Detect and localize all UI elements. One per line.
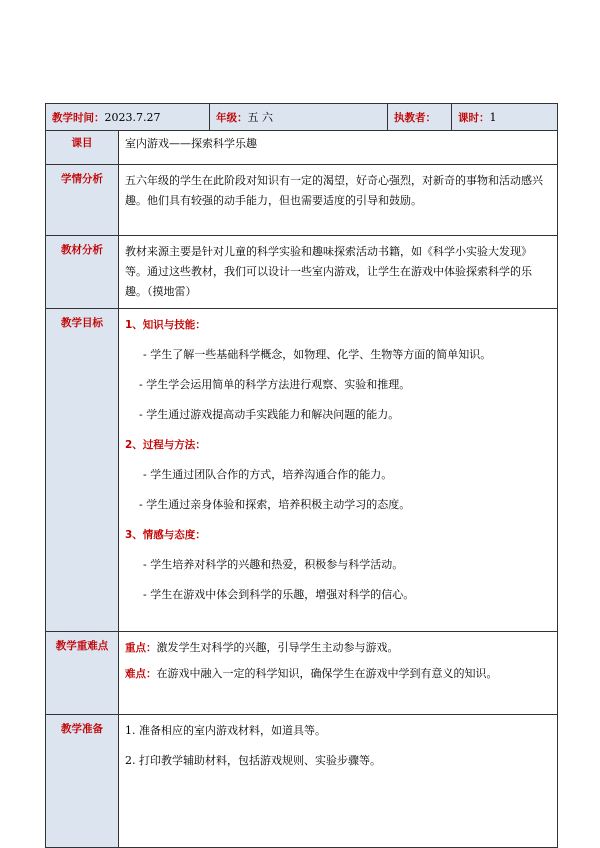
preparation-label: 教学准备 — [46, 715, 119, 848]
preparation-row — [46, 715, 558, 848]
difficult-point-text: 在游戏中融入一定的科学知识，确保学生在游戏中学到有意义的知识。 — [156, 667, 498, 680]
teaching-time-label: 教学时间： — [52, 111, 105, 124]
topic-row — [46, 131, 558, 165]
topic-label: 课目 — [46, 131, 119, 165]
objective-item: - 学生通过团队合作的方式，培养沟通合作的能力。 — [143, 468, 393, 481]
difficult-point-label: 难点： — [125, 668, 157, 680]
key-point-text: 激发学生对科学的兴趣，引导学生主动参与游戏。 — [156, 641, 399, 654]
objective-item: - 学生在游戏中体会到科学的乐趣，增强对科学的信心。 — [143, 588, 415, 601]
objectives-row — [46, 309, 558, 632]
material-analysis-text: 教材来源主要是针对儿童的科学实验和趣味探索活动书籍，如《科学小实验大发现》等。通过这些教材，我们可以设计一些室内游戏，让学生在游戏中体验探索科学的乐趣。（摸地雷） — [119, 236, 558, 309]
teaching-time-cell — [46, 104, 210, 131]
preparation-item: 1. 准备相应的室内游戏材料，如道具等。 — [125, 724, 326, 737]
key-points-row — [46, 632, 558, 715]
objectives-content — [119, 309, 558, 632]
topic-value: 室内游戏——探索科学乐趣 — [119, 131, 558, 165]
learner-analysis-label: 学情分析 — [46, 165, 119, 236]
objective-item: - 学生学会运用简单的科学方法进行观察、实验和推理。 — [139, 378, 411, 391]
header-row — [46, 104, 558, 131]
objective-heading-knowledge: 1、知识与技能： — [125, 319, 206, 331]
objectives-label: 教学目标 — [46, 309, 119, 632]
preparation-item: 2. 打印教学辅助材料，包括游戏规则、实验步骤等。 — [125, 754, 381, 767]
objective-item: - 学生了解一些基础科学概念，如物理、化学、生物等方面的简单知识。 — [143, 348, 492, 361]
class-hours-label: 课时： — [458, 111, 490, 124]
material-analysis-label: 教材分析 — [46, 236, 119, 309]
teacher-label: 执教者： — [394, 111, 437, 124]
teacher-cell — [388, 104, 452, 131]
objective-item: - 学生通过游戏提高动手实践能力和解决问题的能力。 — [139, 408, 400, 421]
learner-analysis-row — [46, 165, 558, 236]
teaching-time-value: 2023.7.27 — [104, 110, 161, 124]
grade-cell — [210, 104, 388, 131]
class-hours-value: 1 — [489, 110, 497, 124]
learner-analysis-text: 五六年级的学生在此阶段对知识有一定的渴望，好奇心强烈，对新奇的事物和活动感兴趣。他们具有较强的动手能力，但也需要适度的引导和鼓励。 — [119, 165, 558, 236]
lesson-plan-table — [45, 103, 558, 848]
key-points-content — [119, 632, 558, 715]
grade-label: 年级： — [216, 112, 248, 124]
material-analysis-row — [46, 236, 558, 309]
key-point-label: 重点： — [125, 642, 157, 654]
objective-item: - 学生培养对科学的兴趣和热爱，积极参与科学活动。 — [143, 558, 404, 571]
objective-heading-attitude: 3、情感与态度： — [125, 529, 206, 541]
class-hours-cell — [452, 104, 558, 131]
preparation-content — [119, 715, 558, 848]
objective-item: - 学生通过亲身体验和探索，培养积极主动学习的态度。 — [139, 498, 411, 511]
objective-heading-process: 2、过程与方法： — [125, 439, 206, 451]
key-points-label: 教学重难点 — [46, 632, 119, 715]
grade-value: 五 六 — [247, 111, 274, 124]
